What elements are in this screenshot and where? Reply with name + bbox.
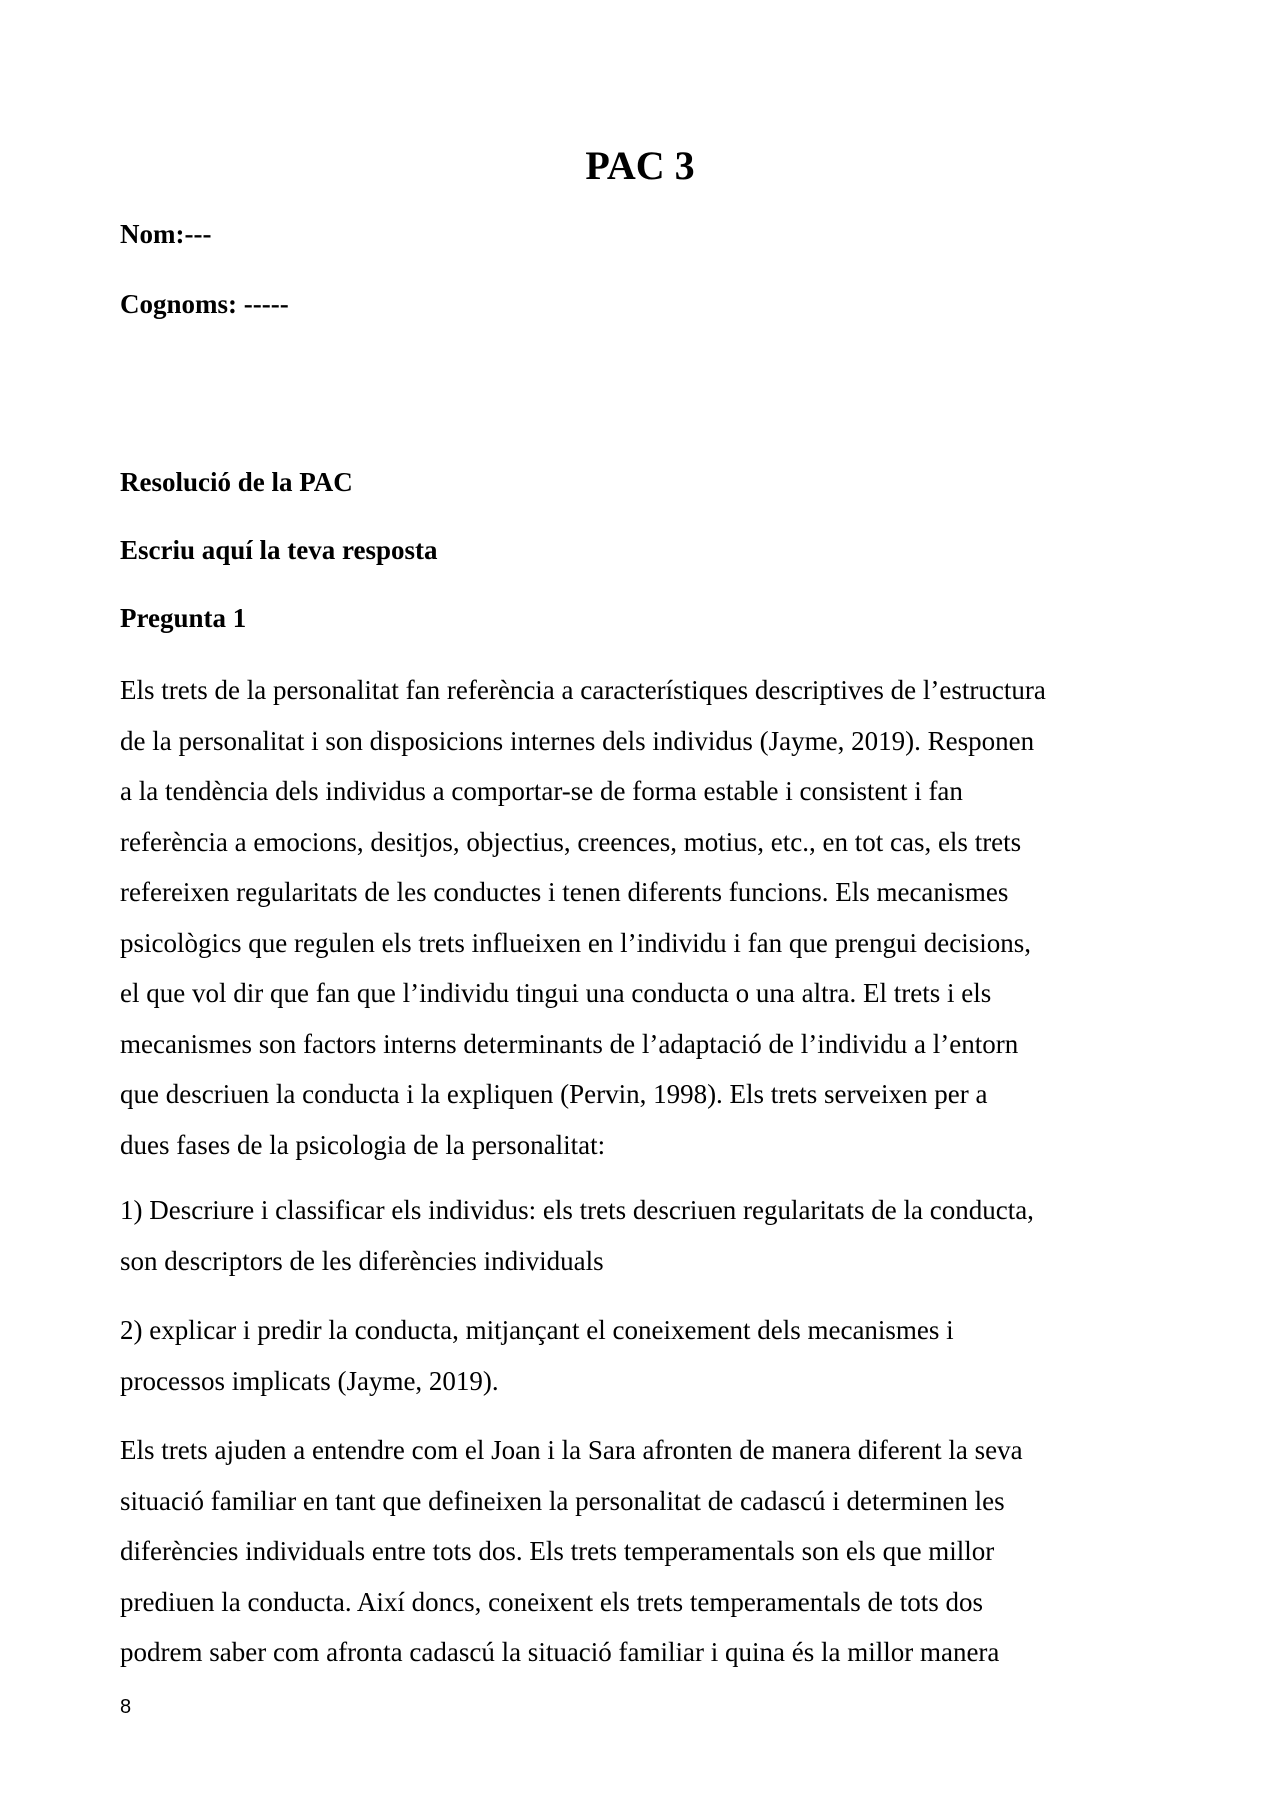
text-line: situació familiar en tant que defineixen la personalitat de cadascú i determinen les (120, 1485, 1005, 1516)
paragraph-1 (120, 665, 1170, 1170)
text-line: dues fases de la psicologia de la personalitat: (120, 1129, 606, 1160)
text-line: podrem saber com afronta cadascú la situació familiar i quina és la millor manera (120, 1637, 1000, 1667)
text-line: prediuen la conducta. Així doncs, coneixent els trets temperamentals de tots dos (120, 1586, 984, 1617)
text-line: processos implicats (Jayme, 2019). (120, 1365, 499, 1396)
paragraph-3 (120, 1305, 1170, 1406)
text-line: 1) Descriure i classificar els individus: els trets descriuen regularitats de la conducta, (120, 1195, 1034, 1225)
text-line: diferències individuals entre tots dos. Els trets temperamentals son els que millor (120, 1536, 995, 1566)
name-field: Nom:--- (120, 219, 212, 249)
text-line: Els trets ajuden a entendre com el Joan i la Sara afronten de manera diferent la seva (120, 1435, 1023, 1465)
text-line: de la personalitat i son disposicions internes dels individus (Jayme, 2019). Responen (120, 725, 1035, 756)
text-line: mecanismes son factors interns determinants de l’adaptació de l’individu a l’entorn (120, 1028, 1019, 1059)
page-number: 8 (120, 1696, 132, 1718)
text-line: psicològics que regulen els trets influeixen en l’individu i fan que prengui decisions, (120, 927, 1032, 958)
paragraph-4 (120, 1425, 1170, 1678)
text-line: son descriptors de les diferències individuals (120, 1245, 604, 1276)
question-heading: Pregunta 1 (120, 603, 247, 633)
text-line: a la tendència dels individus a comportar-se de forma estable i consistent i fan (120, 776, 963, 806)
text-line: refereixen regularitats de les conductes i tenen diferents funcions. Els mecanismes (120, 877, 1009, 907)
instruction-text: Escriu aquí la teva resposta (120, 535, 438, 565)
surname-field: Cognoms: ----- (120, 289, 289, 319)
text-line: 2) explicar i predir la conducta, mitjançant el coneixement dels mecanismes i (120, 1315, 954, 1345)
text-line: el que vol dir que fan que l’individu tingui una conducta o una altra. El trets i els (120, 978, 992, 1008)
document-title: PAC 3 (585, 143, 695, 188)
section-title: Resolució de la PAC (120, 467, 353, 497)
paragraph-2 (120, 1185, 1170, 1286)
text-line: referència a emocions, desitjos, objectius, creences, motius, etc., en tot cas, els trets (120, 826, 1022, 857)
text-line: Els trets de la personalitat fan referència a característiques descriptives de l’estructura (120, 675, 1046, 705)
text-line: que descriuen la conducta i la expliquen (Pervin, 1998). Els trets serveixen per a (120, 1079, 988, 1109)
